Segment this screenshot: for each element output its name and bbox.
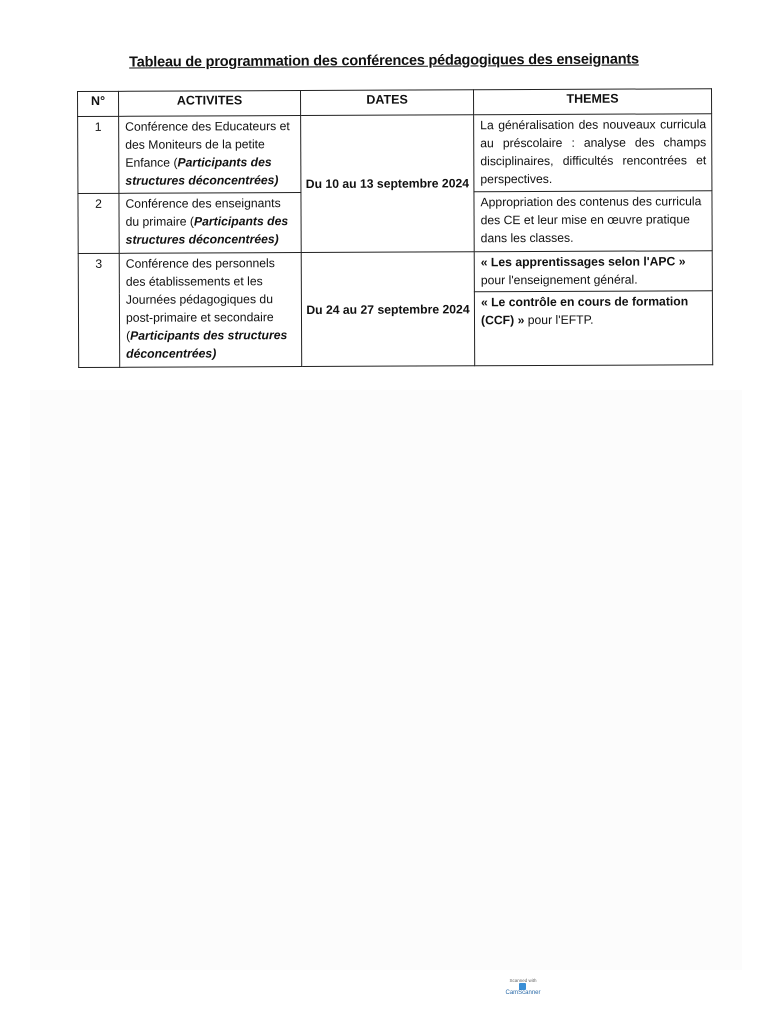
theme-cell: [474, 291, 712, 366]
date-cell: Du 24 au 27 septembre 2024: [301, 252, 474, 367]
theme-apc-text: pour l'enseignement général.: [480, 272, 638, 288]
row-number: 3: [78, 253, 119, 367]
row-number: 1: [78, 116, 119, 193]
theme-ccf-title: « Le contrôle en cours de formation (CCF) »: [480, 294, 689, 328]
row-number: 2: [78, 193, 119, 253]
activity-text: Conférence des enseignants du primaire (: [125, 196, 281, 229]
activity-cell: [119, 193, 301, 254]
table-row: [78, 114, 712, 194]
theme-cell: La généralisation des nouveaux curricula au préscolaire : analyse des champs disciplinaires, difficultés rencontrées et perspectives.: [474, 114, 712, 192]
watermark-brand: CamScanner: [505, 990, 541, 996]
theme-ccf-text: pour l'EFTP.: [524, 312, 594, 328]
document-title: Tableau de programmation des conférences pédagogiques des enseignants: [129, 51, 639, 71]
activity-text: Conférence des personnels des établissements et les Journées pédagogiques du post-primaire et secondaire (: [125, 256, 275, 343]
header-num: N°: [78, 91, 119, 116]
conference-schedule-table: [77, 88, 713, 368]
activity-cell: [119, 116, 301, 194]
activity-participants: Participants des structures déconcentrées): [125, 214, 289, 247]
date-cell: Du 10 au 13 septembre 2024: [301, 115, 475, 253]
theme-cell: Appropriation des contenus des curricula des CE et leur mise en œuvre pratique dans les classes.: [474, 191, 712, 252]
activity-text: Conférence des Educateurs et des Moniteurs de la petite Enfance (: [125, 119, 290, 170]
table-header-row: [78, 89, 712, 117]
activity-cell: [119, 253, 301, 368]
camscanner-watermark: [503, 978, 543, 1014]
activity-participants: Participants des structures déconcentrées): [126, 328, 288, 361]
header-dates: DATES: [301, 90, 474, 116]
header-themes: THEMES: [473, 89, 711, 115]
header-activities: ACTIVITES: [119, 91, 301, 117]
table-row: [78, 251, 712, 294]
watermark-caption: Scanned with: [509, 978, 537, 983]
activity-participants: Participants des structures déconcentrées): [125, 155, 279, 188]
camscanner-logo-icon: [519, 983, 526, 990]
theme-apc-title: « Les apprentissages selon l'APC »: [480, 254, 686, 270]
scan-background: [30, 390, 742, 970]
theme-cell: [474, 251, 712, 292]
